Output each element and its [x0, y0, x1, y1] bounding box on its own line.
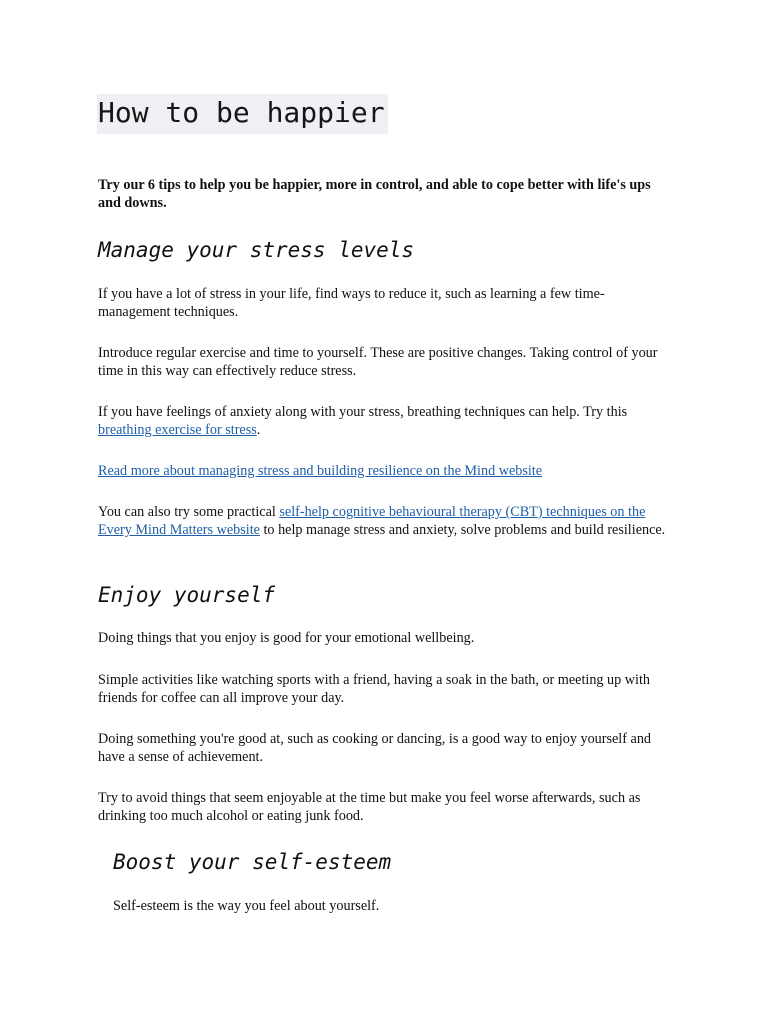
breathing-exercise-link[interactable]: breathing exercise for stress: [98, 422, 257, 438]
enjoy-paragraph-2: Simple activities like watching sports with a friend, having a soak in the bath, or meeting up with friends for coffee can all improve your day.: [98, 672, 651, 706]
stress-paragraph-2: Introduce regular exercise and time to yourself. These are positive changes. Taking control of your time in this way can effectively reduce stress.: [98, 345, 658, 379]
stress-paragraph-5-text: You can also try some practical: [98, 504, 280, 520]
stress-paragraph-5-end: to help manage stress and anxiety, solve problems and build resilience.: [259, 522, 666, 538]
enjoy-paragraph-4: Try to avoid things that seem enjoyable at the time but make you feel worse afterwards, such as drinking too much alcohol or eating junk food.: [98, 790, 641, 824]
stress-paragraph-3-end: .: [256, 422, 261, 438]
heading-manage-stress: Manage your stress levels: [98, 238, 415, 262]
cbt-techniques-link[interactable]: self-help cognitive behavioural therapy (CBT) techniques on the Every Mind Matters website: [98, 504, 646, 538]
stress-paragraph-3: [98, 403, 670, 439]
enjoy-paragraph-3: Doing something you're good at, such as cooking or dancing, is a good way to enjoy yourself and have a sense of achievement.: [98, 731, 652, 765]
self-esteem-paragraph-1: Self-esteem is the way you feel about yourself.: [113, 898, 380, 914]
enjoy-paragraph-1: Doing things that you enjoy is good for your emotional wellbeing.: [98, 630, 475, 646]
mind-website-paragraph: [98, 462, 670, 480]
intro-text: Try our 6 tips to help you be happier, more in control, and able to cope better with life's ups and downs.: [98, 177, 651, 211]
stress-paragraph-3-text: If you have feelings of anxiety along with your stress, breathing techniques can help. Try this: [98, 404, 628, 420]
heading-enjoy-yourself: Enjoy yourself: [98, 583, 276, 607]
heading-boost-self-esteem: Boost your self-esteem: [113, 850, 392, 874]
stress-paragraph-1: If you have a lot of stress in your life, find ways to reduce it, such as learning a few time-management techniques.: [98, 286, 605, 320]
mind-website-link[interactable]: Read more about managing stress and building resilience on the Mind website: [98, 463, 543, 479]
stress-paragraph-5: [98, 503, 670, 539]
page-title: How to be happier: [97, 94, 388, 134]
